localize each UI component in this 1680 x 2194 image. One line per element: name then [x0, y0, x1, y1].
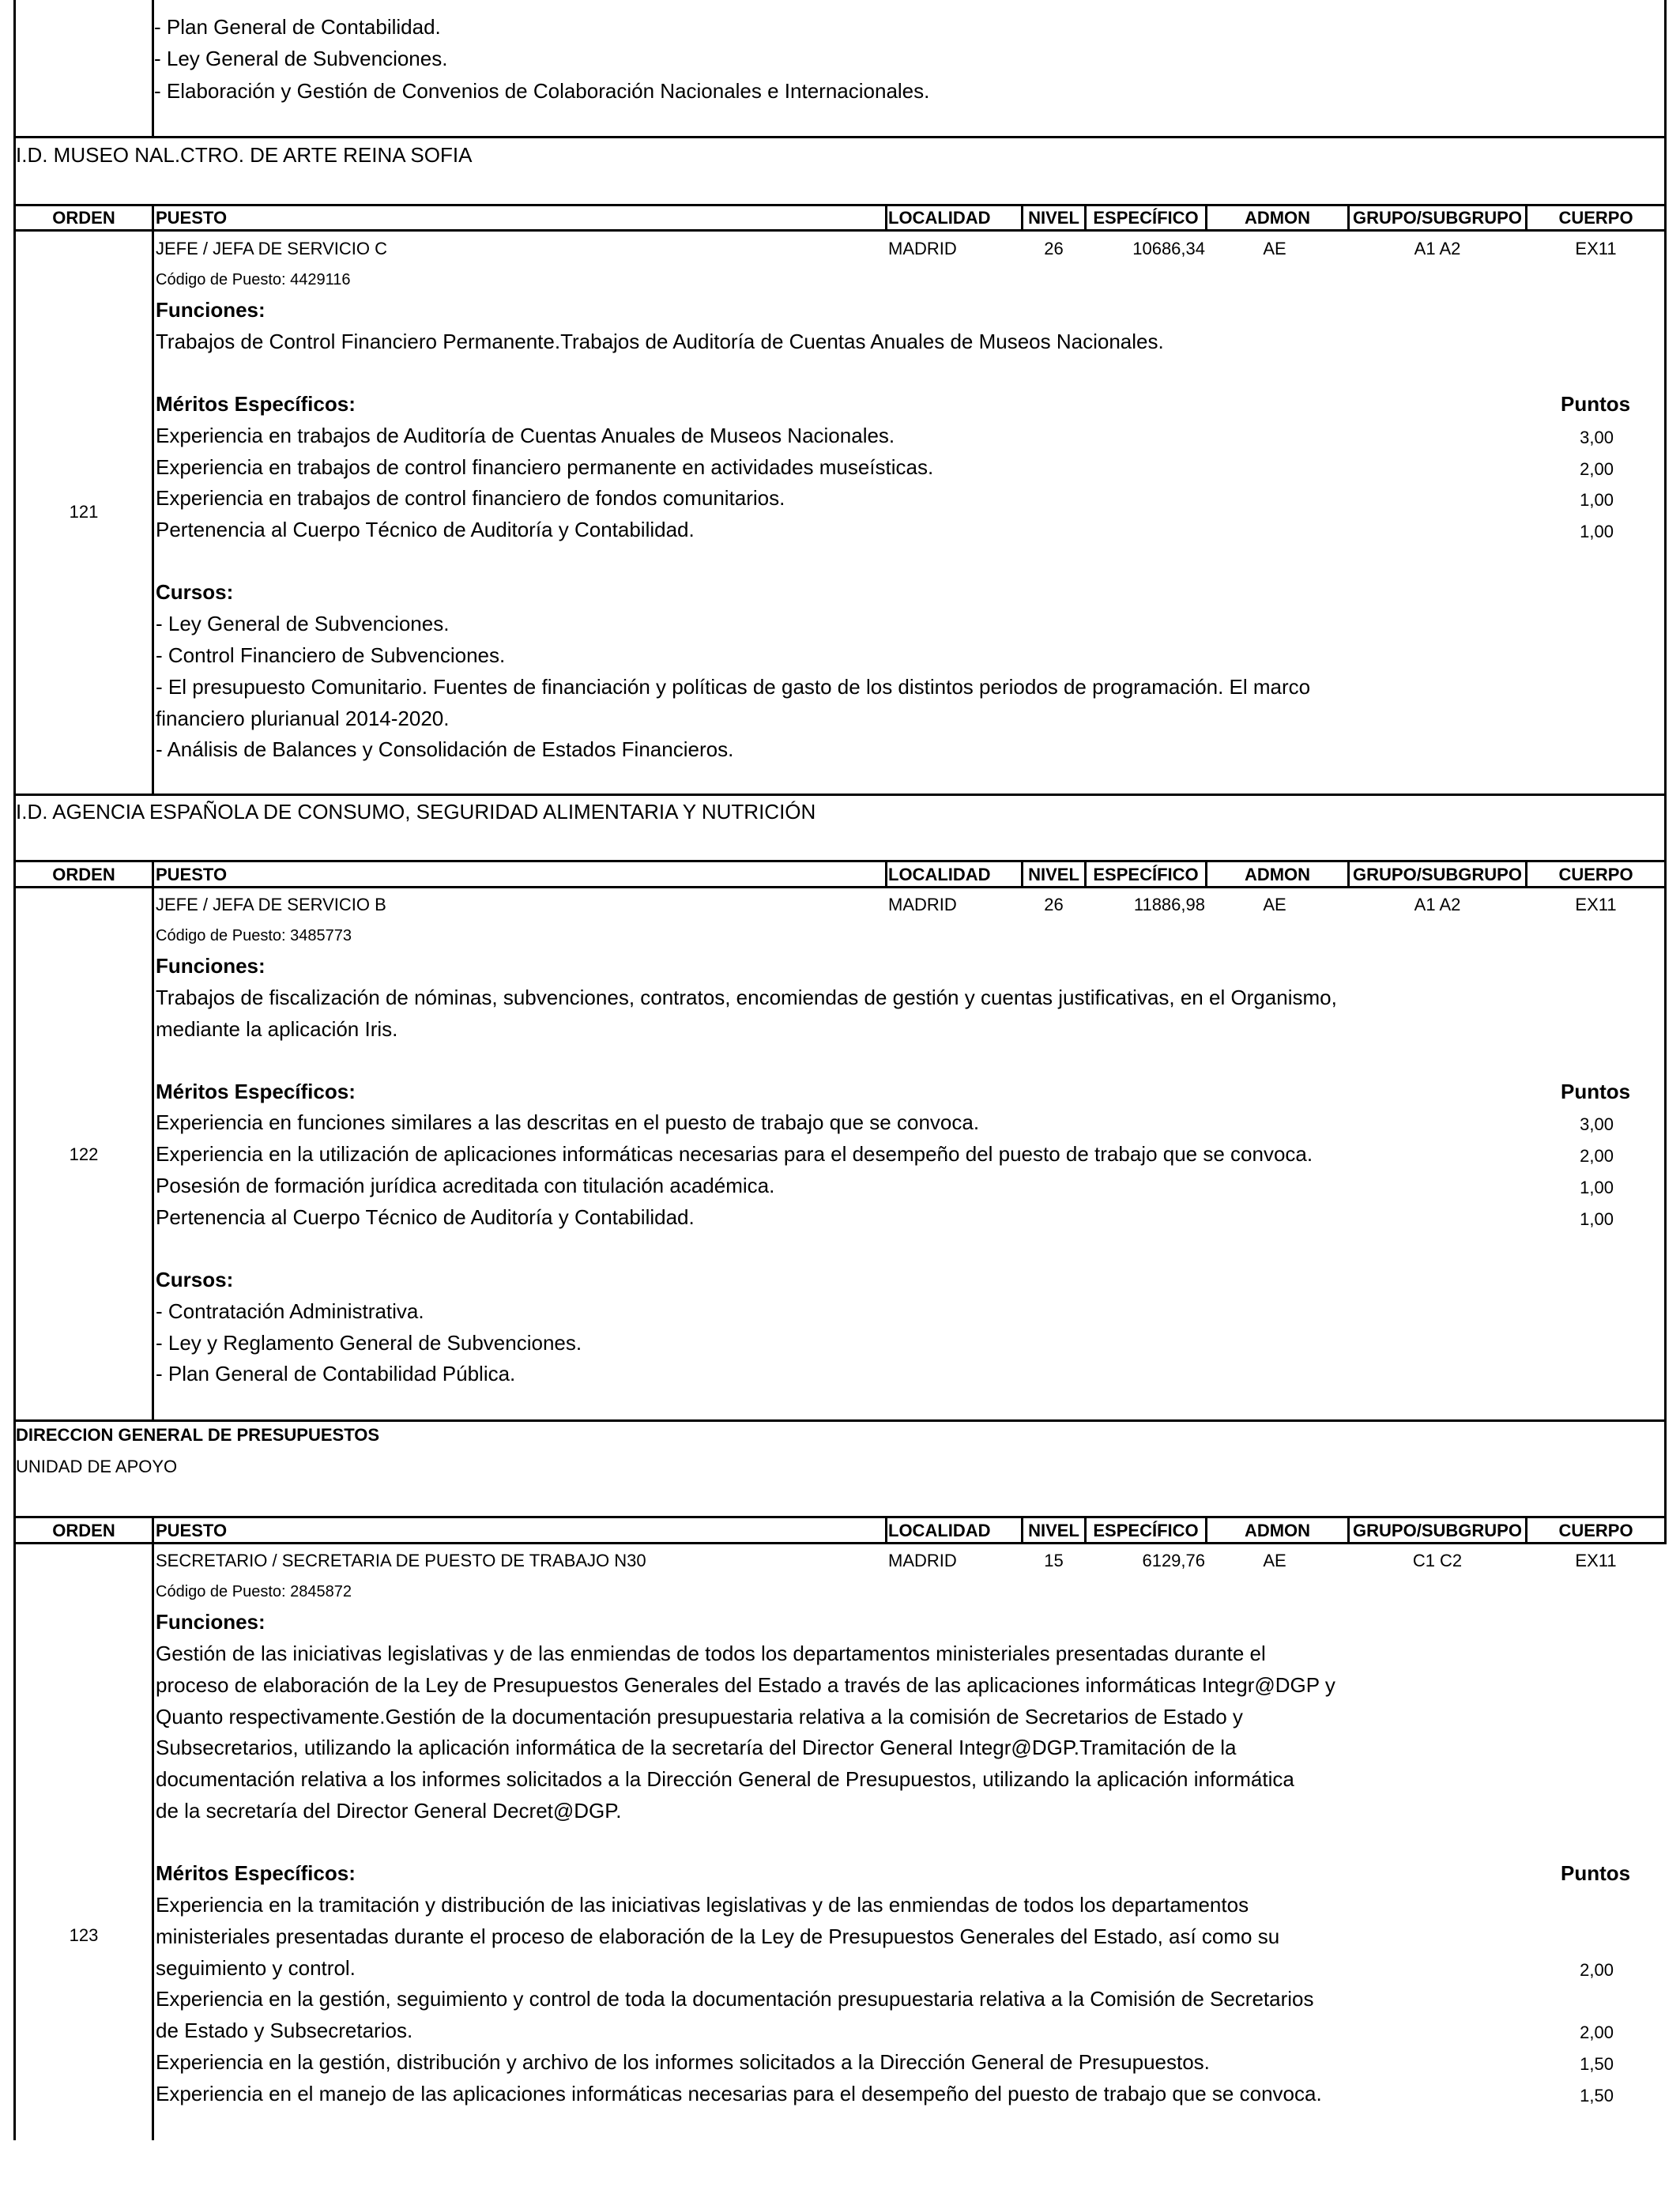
- cursos-label: Cursos:: [156, 580, 234, 604]
- header-puesto: PUESTO: [156, 865, 228, 884]
- header-orden: ORDEN: [52, 208, 115, 228]
- curso-line: financiero plurianual 2014-2020.: [156, 707, 450, 730]
- funciones-text: Trabajos de Control Financiero Permanente.Trabajos de Auditoría de Cuentas Anuales de Museos Nacionales.: [156, 330, 1164, 353]
- header-admon: ADMON: [1244, 1521, 1311, 1540]
- header-top-line: [13, 204, 1667, 206]
- nivel-value: 26: [1044, 895, 1064, 914]
- puesto-title: SECRETARIO / SECRETARIA DE PUESTO DE TRABAJO N30: [156, 1551, 646, 1570]
- funciones-label: Funciones:: [156, 954, 266, 978]
- merito-line: Experiencia en el manejo de las aplicaciones informáticas necesarias para el desempeño del puesto de trabajo que se convoca.: [156, 2082, 1322, 2105]
- header-especifico: ESPECÍFICO: [1093, 208, 1199, 228]
- funciones-text: proceso de elaboración de la Ley de Presupuestos Generales del Estado a través de las aplicaciones informáticas Integr@DGP y: [156, 1673, 1335, 1697]
- puntos-label: Puntos: [1561, 1861, 1631, 1885]
- header-especifico: ESPECÍFICO: [1093, 865, 1199, 884]
- especifico-value: 6129,76: [1142, 1551, 1205, 1570]
- merito-line: Experiencia en la utilización de aplicaciones informáticas necesarias para el desempeño del puesto de trabajo que se convoca.: [156, 1142, 1313, 1166]
- merito-puntos: 2,00: [1580, 1146, 1614, 1166]
- header-bottom-line: [13, 229, 1667, 232]
- especifico-value: 10686,34: [1132, 239, 1205, 258]
- orden-value: 122: [69, 1144, 99, 1164]
- org-name: DIRECCION GENERAL DE PRESUPUESTOS: [16, 1425, 380, 1445]
- merito-line: de Estado y Subsecretarios.: [156, 2019, 413, 2042]
- merito-puntos: 1,00: [1580, 1178, 1614, 1197]
- puntos-label: Puntos: [1561, 1080, 1631, 1103]
- curso-line: - Ley General de Subvenciones.: [156, 612, 450, 635]
- merito-line: Pertenencia al Cuerpo Técnico de Auditoría y Contabilidad.: [156, 518, 695, 541]
- cuerpo-value: EX11: [1575, 895, 1617, 914]
- cuerpo-value: EX11: [1575, 1551, 1617, 1570]
- admon-value: AE: [1263, 895, 1286, 914]
- header-orden: ORDEN: [52, 865, 115, 884]
- col-divider: [885, 204, 887, 230]
- meritos-label: Méritos Específicos:: [156, 392, 356, 416]
- nivel-value: 15: [1044, 1551, 1064, 1570]
- curso-line: - Plan General de Contabilidad Pública.: [156, 1362, 516, 1385]
- localidad-value: MADRID: [888, 895, 957, 914]
- unit-name: UNIDAD DE APOYO: [16, 1457, 178, 1476]
- curso-line: - Contratación Administrativa.: [156, 1299, 424, 1323]
- merito-puntos: 1,00: [1580, 522, 1614, 541]
- admon-value: AE: [1263, 1551, 1286, 1570]
- localidad-value: MADRID: [888, 239, 957, 258]
- puesto-title: JEFE / JEFA DE SERVICIO C: [156, 239, 388, 258]
- funciones-text: Trabajos de fiscalización de nóminas, subvenciones, contratos, encomiendas de gestión y cuentas justificativas, en el Organismo,: [156, 986, 1337, 1009]
- header-admon: ADMON: [1244, 865, 1311, 884]
- funciones-text: Quanto respectivamente.Gestión de la documentación presupuestaria relativa a la comisión de Secretarios de Estado y: [156, 1705, 1243, 1728]
- meritos-label: Méritos Específicos:: [156, 1861, 356, 1885]
- merito-puntos: 2,00: [1580, 2022, 1614, 2042]
- orden-value: 121: [69, 502, 99, 522]
- col-divider: [152, 1516, 154, 2140]
- meritos-label: Méritos Específicos:: [156, 1080, 356, 1103]
- col-divider: [152, 204, 154, 794]
- right-border: [1664, 1516, 1667, 1543]
- left-border: [13, 0, 16, 2140]
- header-localidad: LOCALIDAD: [888, 208, 991, 228]
- localidad-value: MADRID: [888, 1551, 957, 1570]
- funciones-text: mediante la aplicación Iris.: [156, 1017, 398, 1041]
- header-nivel: NIVEL: [1028, 208, 1079, 228]
- header-top-line: [13, 860, 1667, 862]
- merito-line: seguimiento y control.: [156, 1956, 356, 1980]
- curso-line: - Ley y Reglamento General de Subvenciones.: [156, 1331, 582, 1355]
- funciones-label: Funciones:: [156, 1610, 266, 1634]
- header-localidad: LOCALIDAD: [888, 1521, 991, 1540]
- merito-line: Posesión de formación jurídica acreditada con titulación académica.: [156, 1174, 775, 1197]
- org-name: I.D. MUSEO NAL.CTRO. DE ARTE REINA SOFIA: [16, 143, 473, 167]
- merito-line: Experiencia en trabajos de control financiero de fondos comunitarios.: [156, 486, 785, 510]
- header-top-line: [13, 1516, 1667, 1518]
- header-grupo: GRUPO/SUBGRUPO: [1353, 208, 1522, 228]
- cuerpo-value: EX11: [1575, 239, 1617, 258]
- header-grupo: GRUPO/SUBGRUPO: [1353, 1521, 1522, 1540]
- especifico-value: 11886,98: [1133, 895, 1205, 914]
- col-divider: [885, 860, 887, 887]
- merito-puntos: 3,00: [1580, 1114, 1614, 1134]
- funciones-text: Subsecretarios, utilizando la aplicación informática de la secretaría del Director General Integr@DGP.Tramitación de la: [156, 1736, 1237, 1759]
- merito-puntos: 1,00: [1580, 490, 1614, 510]
- merito-line: Pertenencia al Cuerpo Técnico de Auditoría y Contabilidad.: [156, 1205, 695, 1229]
- org-name: I.D. AGENCIA ESPAÑOLA DE CONSUMO, SEGURIDAD ALIMENTARIA Y NUTRICIÓN: [16, 800, 816, 824]
- section-divider: [13, 136, 1667, 138]
- header-bottom-line: [13, 1542, 1667, 1544]
- orden-value: 123: [69, 1925, 99, 1945]
- right-border: [1664, 0, 1667, 137]
- merito-line: Experiencia en la gestión, seguimiento y control de toda la documentación presupuestaria relativa a la Comisión de Secretarios: [156, 1987, 1314, 2011]
- header-localidad: LOCALIDAD: [888, 865, 991, 884]
- merito-puntos: 1,50: [1580, 2054, 1614, 2074]
- admon-value: AE: [1263, 239, 1286, 258]
- puesto-title: JEFE / JEFA DE SERVICIO B: [156, 895, 386, 914]
- header-bottom-line: [13, 886, 1667, 888]
- section-divider: [13, 794, 1667, 796]
- course-line: - Elaboración y Gestión de Convenios de Colaboración Nacionales e Internacionales.: [154, 79, 930, 103]
- merito-puntos: 3,00: [1580, 428, 1614, 447]
- course-line: - Ley General de Subvenciones.: [154, 47, 448, 70]
- codigo-puesto: Código de Puesto: 4429116: [156, 271, 351, 288]
- curso-line: - El presupuesto Comunitario. Fuentes de financiación y políticas de gasto de los distintos periodos de programación. El marco: [156, 675, 1311, 699]
- cursos-label: Cursos:: [156, 1268, 234, 1291]
- curso-line: - Control Financiero de Subvenciones.: [156, 643, 506, 667]
- header-grupo: GRUPO/SUBGRUPO: [1353, 865, 1522, 884]
- right-border: [1664, 1419, 1667, 1519]
- col-divider: [885, 1516, 887, 1543]
- header-orden: ORDEN: [52, 1521, 115, 1540]
- header-admon: ADMON: [1244, 208, 1311, 228]
- merito-puntos: 1,00: [1580, 1209, 1614, 1229]
- col-divider: [152, 860, 154, 1420]
- merito-line: Experiencia en trabajos de Auditoría de Cuentas Anuales de Museos Nacionales.: [156, 424, 895, 447]
- header-cuerpo: CUERPO: [1558, 1521, 1633, 1540]
- header-nivel: NIVEL: [1028, 1521, 1079, 1540]
- nivel-value: 26: [1044, 239, 1064, 258]
- header-especifico: ESPECÍFICO: [1093, 1521, 1199, 1540]
- merito-line: Experiencia en funciones similares a las descritas en el puesto de trabajo que se convoca.: [156, 1110, 980, 1134]
- codigo-puesto: Código de Puesto: 2845872: [156, 1583, 352, 1600]
- funciones-label: Funciones:: [156, 298, 266, 322]
- curso-line: - Análisis de Balances y Consolidación de Estados Financieros.: [156, 737, 734, 761]
- grupo-value: A1 A2: [1414, 239, 1461, 258]
- header-puesto: PUESTO: [156, 208, 228, 228]
- funciones-text: de la secretaría del Director General Decret@DGP.: [156, 1799, 622, 1823]
- grupo-value: A1 A2: [1414, 895, 1461, 914]
- section-divider: [13, 1419, 1667, 1422]
- merito-line: Experiencia en trabajos de control financiero permanente en actividades museísticas.: [156, 455, 934, 479]
- header-nivel: NIVEL: [1028, 865, 1079, 884]
- merito-puntos: 2,00: [1580, 459, 1614, 479]
- puntos-label: Puntos: [1561, 392, 1631, 416]
- merito-line: Experiencia en la tramitación y distribución de las iniciativas legislativas y de las enmiendas de todos los departamentos: [156, 1893, 1249, 1917]
- header-cuerpo: CUERPO: [1558, 208, 1633, 228]
- course-line: - Plan General de Contabilidad.: [154, 15, 441, 39]
- right-border: [1664, 136, 1667, 794]
- header-cuerpo: CUERPO: [1558, 865, 1633, 884]
- merito-line: Experiencia en la gestión, distribución y archivo de los informes solicitados a la Dirección General de Presupuestos.: [156, 2050, 1210, 2074]
- header-puesto: PUESTO: [156, 1521, 228, 1540]
- grupo-value: C1 C2: [1412, 1551, 1463, 1570]
- funciones-text: documentación relativa a los informes solicitados a la Dirección General de Presupuestos, utilizando la aplicación informática: [156, 1767, 1294, 1791]
- merito-puntos: 2,00: [1580, 1960, 1614, 1980]
- merito-line: ministeriales presentadas durante el proceso de elaboración de la Ley de Presupuestos Generales del Estado, así como su: [156, 1924, 1280, 1948]
- merito-puntos: 1,50: [1580, 2086, 1614, 2105]
- funciones-text: Gestión de las iniciativas legislativas y de las enmiendas de todos los departamentos ministeriales presentadas durante el: [156, 1642, 1266, 1665]
- codigo-puesto: Código de Puesto: 3485773: [156, 927, 352, 944]
